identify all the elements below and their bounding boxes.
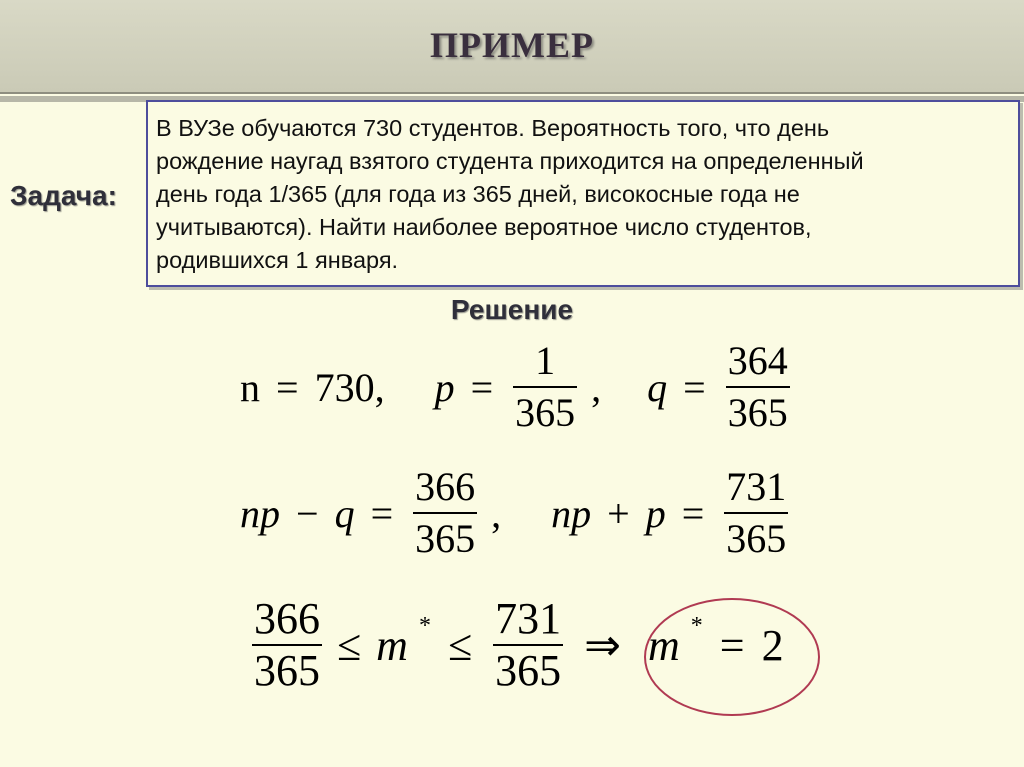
solution-heading: Решение: [450, 294, 574, 325]
var-p: p: [645, 490, 666, 536]
fraction-lower-bound: [252, 596, 322, 694]
expr-np: np: [551, 490, 592, 536]
fraction-p: [513, 338, 577, 436]
var-p: p: [434, 364, 455, 410]
numerator: 731: [726, 464, 787, 509]
denominator: 365: [254, 646, 320, 695]
implies-arrow: ⇒: [584, 620, 621, 670]
task-line: учитываются). Найти наиболее вероятное число студентов,: [156, 214, 812, 240]
task-line: день года 1/365 (для года из 365 дней, високосные года не: [156, 181, 800, 207]
task-box: [146, 100, 1020, 287]
comma: ,: [591, 364, 602, 410]
result-value: 2: [761, 620, 784, 670]
star-superscript: *: [690, 613, 703, 640]
var-n: n: [240, 364, 260, 410]
minus-sign: −: [296, 490, 319, 536]
numerator: 731: [495, 594, 562, 643]
numerator: 1: [535, 338, 556, 383]
numerator: 366: [415, 464, 476, 509]
slide-title: ПРИМЕР: [430, 25, 594, 65]
expr-np: np: [240, 490, 280, 536]
var-m: m: [376, 620, 408, 670]
equals-sign: =: [276, 364, 299, 410]
denominator: 365: [513, 386, 577, 436]
denominator: 365: [726, 386, 790, 436]
equation-1: [240, 338, 794, 436]
equals-sign: =: [370, 490, 394, 536]
denominator: 365: [724, 512, 788, 562]
equals-sign: =: [719, 620, 745, 670]
equals-sign: =: [470, 364, 494, 410]
equals-sign: =: [681, 490, 705, 536]
task-line: рождение наугад взятого студента приходится на определенный: [156, 148, 864, 174]
answer-highlight-circle: [644, 598, 820, 716]
task-label: Задача:: [10, 180, 117, 211]
task-line: В ВУЗе обучаются 730 студентов. Вероятность того, что день: [156, 115, 830, 141]
denominator: 365: [495, 646, 562, 695]
star-superscript: *: [418, 613, 431, 640]
equation-2: [240, 464, 792, 562]
var-q: q: [647, 364, 668, 410]
fraction-np-minus-q: [413, 464, 477, 562]
n-value: 730,: [314, 364, 385, 410]
comma: ,: [491, 490, 502, 536]
equals-sign: =: [683, 364, 706, 410]
numerator: 366: [254, 594, 320, 643]
var-q: q: [334, 490, 355, 536]
var-m: m: [647, 620, 680, 670]
less-equal-sign: ≤: [337, 620, 362, 670]
denominator: 365: [413, 512, 477, 562]
fraction-q: [726, 338, 790, 436]
task-line: родившихся 1 января.: [156, 247, 399, 273]
fraction-np-plus-p: [724, 464, 788, 562]
fraction-upper-bound: [493, 596, 563, 694]
numerator: 364: [727, 338, 788, 383]
less-equal-sign: ≤: [447, 620, 473, 670]
plus-sign: +: [607, 490, 630, 536]
